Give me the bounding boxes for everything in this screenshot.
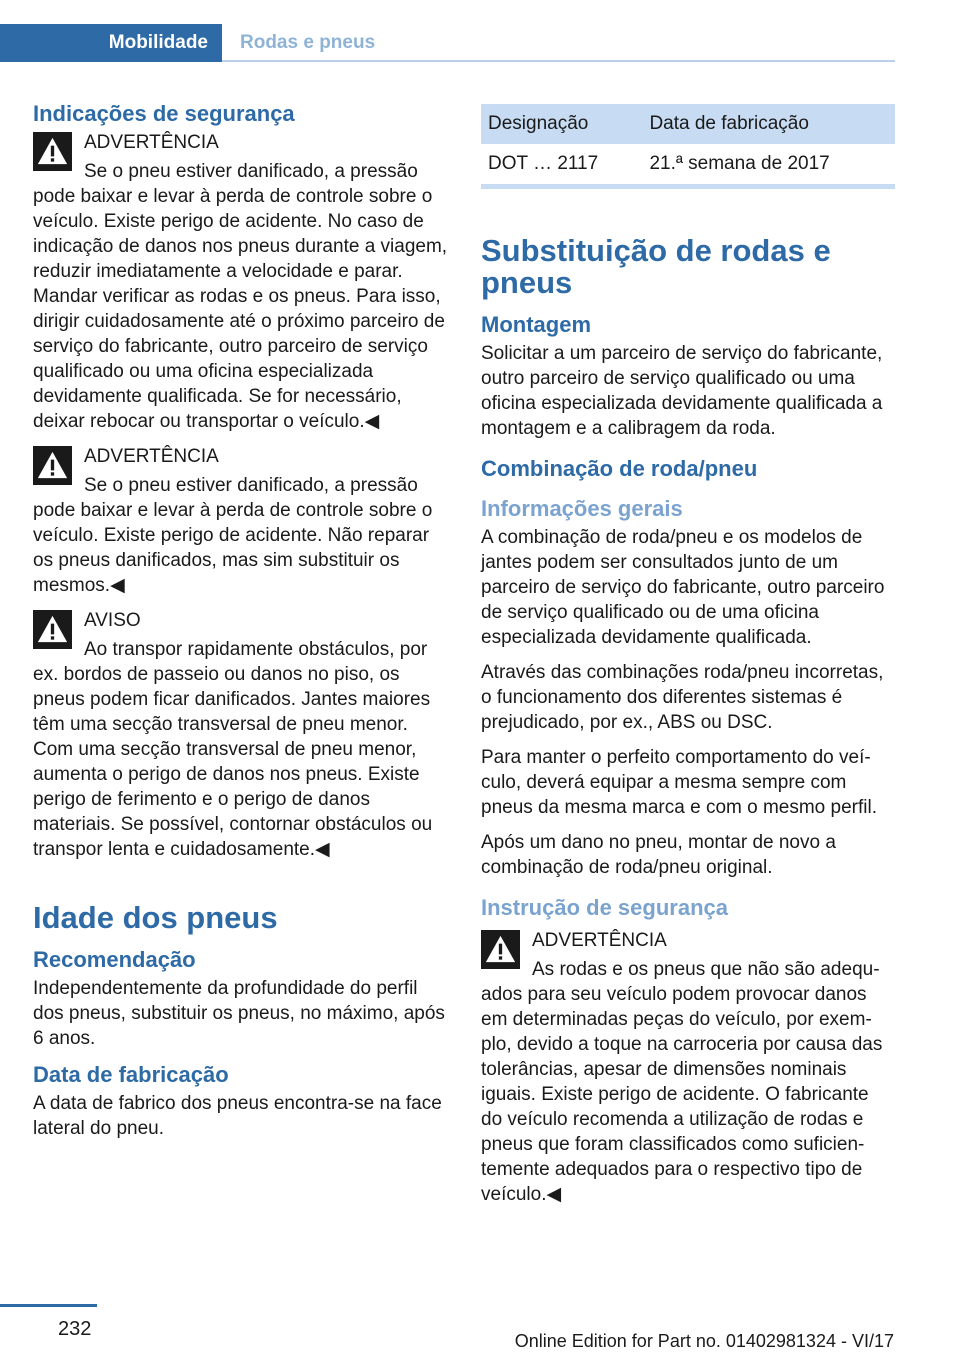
recommendation-text: Independentemente da profundidade do perfil dos pneus, substituir os pneus, no máximo, após 6 anos. — [33, 978, 445, 1049]
general-info-paragraph: Através das combinações roda/pneu incorretas, o funcionamento dos diferentes sistemas é prejudicado, por ex., ABS ou DSC. — [481, 662, 884, 733]
recommendation-heading: Recomendação — [33, 947, 196, 972]
warning-text: As rodas e os pneus que não são adequados para seu veículo podem provocar danos em determinadas peças do veículo, por exemplo, devido a toque na carroceria por causa das tolerâncias, apesar de dimensões nominais iguais. Existe perigo de acidente. O fabricante do veículo recomenda a utilização de rodas e pneus que foram classificados como suficientemente adequados para o respectivo tipo de veículo.◀ — [481, 959, 883, 1205]
manufacture-date-heading: Data de fabricação — [33, 1062, 229, 1087]
footer-divider — [0, 1304, 97, 1307]
table-cell-designation: DOT … 2117 — [488, 153, 599, 174]
warning-triangle-icon — [33, 610, 72, 649]
header-divider — [222, 60, 895, 62]
general-info-paragraph: Para manter o perfeito comportamento do veículo, deverá equipar a mesma sempre com pneus da mesma marca e com o mesmo perfil. — [481, 747, 877, 818]
warning-triangle-icon — [33, 446, 72, 485]
warning-title: ADVERTÊNCIA — [84, 132, 219, 153]
warning-title: ADVERTÊNCIA — [84, 446, 219, 467]
warning-block — [33, 130, 448, 434]
safety-heading: Indicações de segurança — [33, 101, 295, 126]
table-header-manufacture-date: Data de fabricação — [642, 104, 895, 144]
wheel-tire-combination-heading: Combinação de roda/pneu — [481, 456, 758, 481]
warning-text: Se o pneu estiver danificado, a pressão pode baixar e levar à perda de controle sobre o veículo. Existe perigo de acidente. Não reparar os pneus danificados, mas sim substituir os mesmos.◀ — [33, 475, 433, 596]
manufacture-date-table — [481, 104, 895, 184]
warning-triangle-icon — [33, 132, 72, 171]
page-header — [0, 24, 895, 62]
left-column — [33, 100, 448, 1151]
mounting-text: Solicitar a um parceiro de serviço do fabricante, outro parceiro de serviço qualificado ou uma oficina especializada devidamente qualificada a montagem e a calibragem da roda. — [481, 343, 883, 439]
warning-text: Se o pneu estiver danificado, a pressão pode baixar e levar à perda de controle sobre o veículo. Existe perigo de acidente. No caso de indicação de danos nos pneus durante a viagem, reduzir imediatamente a velocidade e parar. Mandar verificar as rodas e os pneus. Para isso, dirigir cuidadosamente até o próximo parceiro de serviço do fabricante, outro parceiro de serviço qualificado ou uma oficina especializada devidamente qualificada. Se for necessário, deixar rebocar ou transportar o veículo.◀ — [33, 161, 448, 432]
section-tab-mobilidade: Mobilidade — [0, 24, 222, 62]
general-info-paragraph: Após um dano no pneu, montar de novo a combinação de roda/pneu original. — [481, 832, 836, 878]
warning-block — [481, 928, 895, 1207]
table-header-designation: Designação — [481, 104, 642, 144]
edition-note: Online Edition for Part no. 01402981324 - VI/17 — [514, 1331, 894, 1351]
replacement-heading: Substituição de rodas e pneus — [481, 233, 831, 300]
warning-title: ADVERTÊNCIA — [532, 930, 667, 951]
table-cell-manufacture-date: 21.ª semana de 2017 — [649, 153, 830, 174]
page-number: 232 — [58, 1318, 92, 1340]
notice-block — [33, 608, 448, 862]
notice-title: AVISO — [84, 610, 141, 631]
table-bottom-rule — [481, 184, 895, 189]
warning-triangle-icon — [481, 930, 520, 969]
notice-text: Ao transpor rapidamente obstáculos, por ex. bordos de passeio ou danos no piso, os pneus podem ficar danificados. Jantes maiores têm uma secção transversal de pneu menor. Com uma secção transversal de pneu menor, aumenta o perigo de danos nos pneus. Existe perigo de ferimento e o perigo de danos materiais. Se possível, contornar obstáculos ou transpor lenta e cuidadosamente.◀ — [33, 639, 433, 860]
tire-age-heading: Idade dos pneus — [33, 900, 278, 935]
right-column — [481, 104, 895, 1217]
table-header-row — [481, 104, 895, 144]
section-tab-rodas-e-pneus: Rodas e pneus — [222, 24, 895, 62]
safety-instruction-heading: Instrução de segurança — [481, 895, 728, 920]
warning-block — [33, 444, 448, 598]
manufacture-date-text: A data de fabrico dos pneus encontra-se na face lateral do pneu. — [33, 1093, 442, 1139]
mounting-heading: Montagem — [481, 312, 591, 337]
general-info-heading: Informações gerais — [481, 496, 683, 521]
general-info-paragraph: A combinação de roda/pneu e os modelos de jantes podem ser consultados junto de um parceiro de serviço do fabricante, outro parceiro de serviço qualificado ou de uma oficina especializada devidamente qualificada. — [481, 527, 885, 648]
table-row — [481, 144, 895, 184]
